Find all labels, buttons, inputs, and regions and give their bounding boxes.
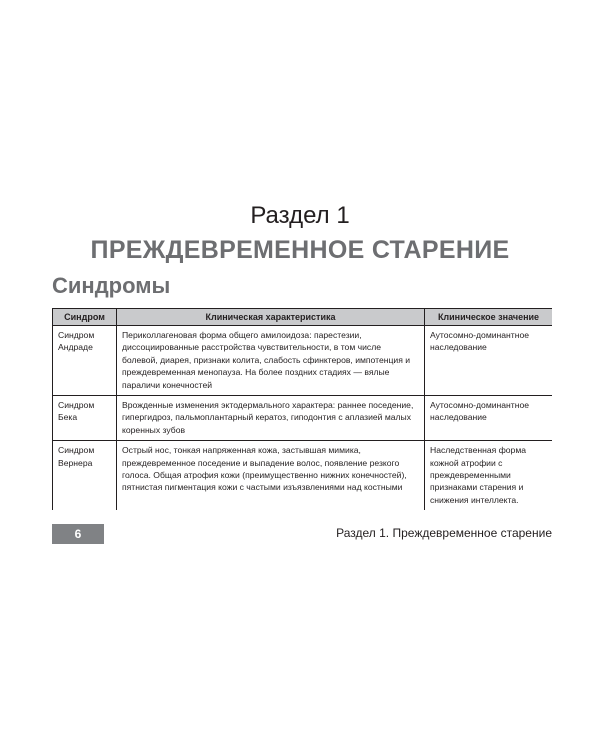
table-row (53, 441, 553, 510)
chapter-title: ПРЕЖДЕВРЕМЕННОЕ СТАРЕНИЕ (90, 236, 510, 264)
table-header-row (53, 309, 553, 326)
table-row (53, 326, 553, 396)
page-number: 6 (52, 524, 104, 544)
heading-syndromes: Синдромы (52, 273, 171, 298)
syndrome-name: Синдром Андраде (53, 326, 117, 396)
section-title: Раздел 1 (250, 202, 350, 229)
syndrome-description: Врожденные изменения эктодермального характера: раннее поседение, гипергидроз, пальмоплантарный кератоз, гиподонтия с аплазией малых коренных зубов (117, 396, 425, 441)
header-characteristics: Клиническая характеристика (117, 309, 425, 326)
syndromes-table (52, 308, 552, 510)
syndrome-name: Синдром Вернера (53, 441, 117, 510)
table-row (53, 396, 553, 441)
header-significance: Клиническое значение (425, 309, 553, 326)
syndrome-significance: Наследственная форма кожной атрофии с преждевременными признаками старения и снижения интеллекта. (425, 441, 553, 510)
header-syndrome: Синдром (53, 309, 117, 326)
syndrome-significance: Аутосомно-доминантное наследование (425, 326, 553, 396)
syndrome-description: Периколлагеновая форма общего амилоидоза: парестезии, диссоциированные расстройства чувствительности, в том числе болевой, диарея, признаки колита, слабость сфинктеров, импотенция и преждевременная менопауза. На более поздних стадиях — вялые параличи конечностей (117, 326, 425, 396)
syndrome-significance: Аутосомно-доминантное наследование (425, 396, 553, 441)
syndrome-description: Острый нос, тонкая напряженная кожа, застывшая мимика, преждевременное поседение и выпадение волос, появление резкого голоса. Общая атрофия кожи (преимущественно нижних конечностей), пятнистая пигментация кожи с частыми изъязвлениями над костными (117, 441, 425, 510)
syndromes-table-wrapper (52, 308, 552, 510)
running-title: Раздел 1. Преждевременное старение (336, 526, 552, 540)
syndrome-name: Синдром Бека (53, 396, 117, 441)
